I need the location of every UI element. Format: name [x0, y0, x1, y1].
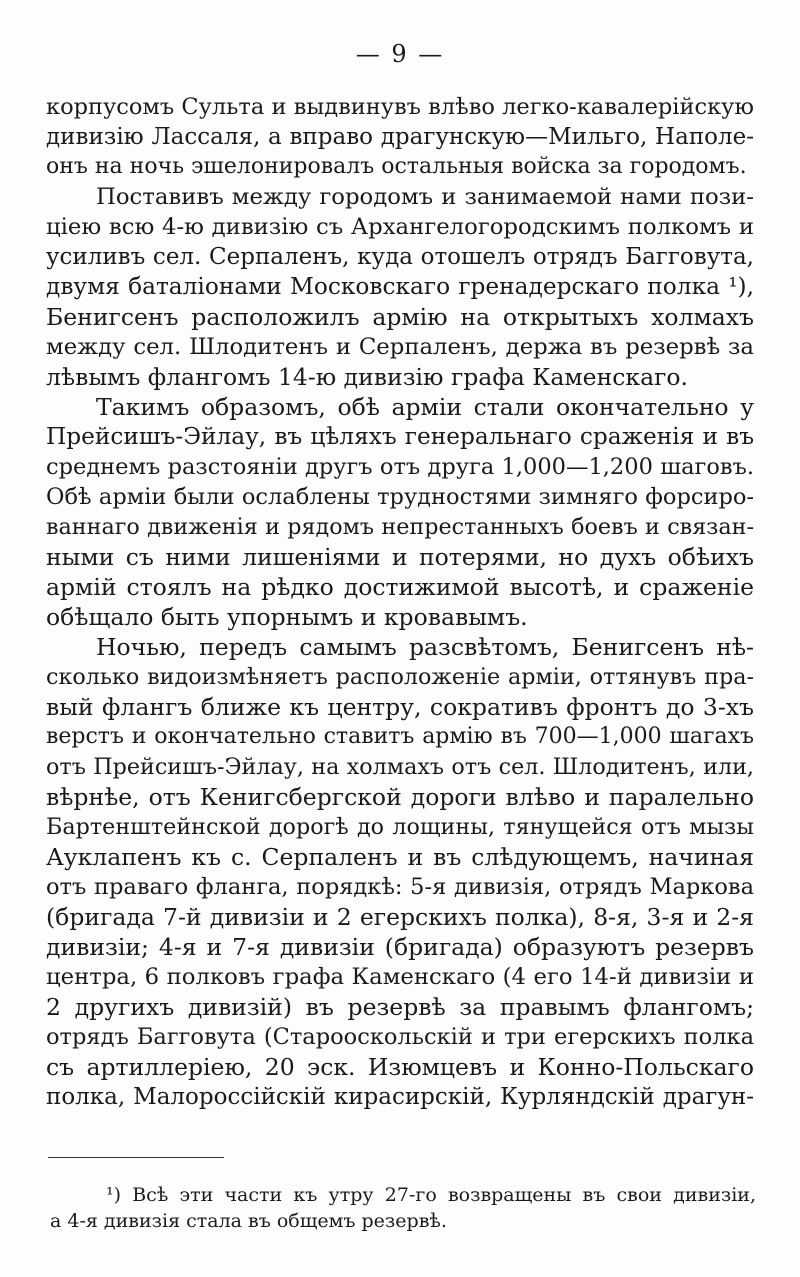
- text-line: вый флангъ ближе къ центру, сокративъ фронтъ до 3-хъ: [46, 693, 754, 721]
- text-line: дивизію Лассаля, а вправо драгунскую—Мильго, Наполе-: [46, 124, 754, 150]
- text-line: 2 другихъ дивизій) въ резервѣ за правымъ флангомъ;: [46, 993, 754, 1021]
- text-line: отъ праваго фланга, порядкѣ: 5-я дивизія, отрядъ Маркова: [46, 874, 754, 900]
- text-line: онъ на ночь эшелонировалъ остальныя войска за городомъ.: [46, 154, 747, 179]
- text-line: съ артиллеріею, 20 эск. Изюмцевъ и Конно-Польскаго: [46, 1053, 754, 1081]
- text-line: корпусомъ Сульта и выдвинувъ влѣво легко-кавалерійскую: [46, 94, 754, 120]
- text-line: усиливъ сел. Серпаленъ, куда отошелъ отрядъ Багговута,: [46, 244, 754, 270]
- main-text: [46, 92, 754, 1112]
- text-line: вѣрнѣе, отъ Кенигсбергской дороги влѣво и паралельно: [46, 783, 754, 811]
- text-line: Ауклапенъ къ с. Серпаленъ и въ слѣдующемъ, начиная: [46, 843, 754, 871]
- text-line: Ночью, передъ самымъ разсвѣтомъ, Бенигсенъ нѣ-: [96, 633, 754, 661]
- text-line: Обѣ арміи были ослаблены трудностями зимняго форсиро-: [46, 484, 754, 510]
- footnote-line: ¹) Всѣ эти части къ утру 27-го возвращены въ свои дивизіи,: [106, 1184, 756, 1206]
- footnote: [50, 1182, 756, 1234]
- text-line: между сел. Шлодитенъ и Серпаленъ, держа въ резервѣ за: [46, 334, 754, 360]
- text-line: сколько видоизмѣняетъ расположеніе арміи, оттянувъ пра-: [46, 664, 754, 690]
- text-line: (бригада 7-й дивизіи и 2 егерскихъ полка), 8-я, 3-я и 2-я: [46, 903, 754, 931]
- text-line: Такимъ образомъ, обѣ арміи стали окончательно у: [96, 393, 754, 421]
- text-line: армій стоялъ на рѣдко достижимой высотѣ, и сраженіе: [46, 573, 754, 601]
- text-line: ными съ ними лишеніями и потерями, но духъ обѣихъ: [46, 543, 754, 571]
- text-line: среднемъ разстояніи другъ отъ друга 1,000—1,200 шаговъ.: [46, 454, 754, 480]
- footnote-divider: [48, 1157, 224, 1158]
- text-line: лѣвымъ флангомъ 14-ю дивизію графа Каменскаго.: [46, 363, 689, 391]
- text-line: Бартенштейнской дорогѣ до лощины, тянущейся отъ мызы: [46, 814, 754, 840]
- text-line: обѣщало быть упорнымъ и кровавымъ.: [46, 603, 528, 631]
- text-line: верстъ и окончательно ставитъ армію въ 700—1,000 шагахъ: [46, 724, 754, 749]
- text-line: дивизіи; 4-я и 7-я дивизіи (бригада) образуютъ резервъ: [46, 933, 754, 961]
- footnote-line: а 4-я дивизія стала въ общемъ резервѣ.: [50, 1210, 447, 1232]
- page-number: — 9 —: [355, 40, 445, 68]
- text-line: центра, 6 полковъ графа Каменскаго (4 его 14-й дивизіи и: [46, 964, 754, 990]
- text-line: Бенигсенъ расположилъ армію на открытыхъ холмахъ: [46, 303, 754, 331]
- text-line: полка, Малороссійскій кирасирскій, Курляндскій драгун-: [46, 1084, 754, 1110]
- text-line: отъ Прейсишъ-Эйлау, на холмахъ отъ сел. Шлодитенъ, или,: [46, 754, 754, 780]
- text-line: ваннаго движенія и рядомъ непрестанныхъ боевъ и связан-: [46, 514, 754, 540]
- text-line: двумя баталіонами Московскаго гренадерскаго полка ¹),: [46, 273, 754, 300]
- text-line: ціею всю 4-ю дивизію съ Архангелогородскимъ полкомъ и: [46, 214, 754, 240]
- text-line: Поставивъ между городомъ и занимаемой нами пози-: [96, 184, 754, 210]
- text-line: Прейсишъ-Эйлау, въ цѣляхъ генеральнаго сраженія и въ: [46, 423, 754, 450]
- text-line: отрядъ Багговута (Старооскольскій и три егерскихъ полка: [46, 1024, 754, 1050]
